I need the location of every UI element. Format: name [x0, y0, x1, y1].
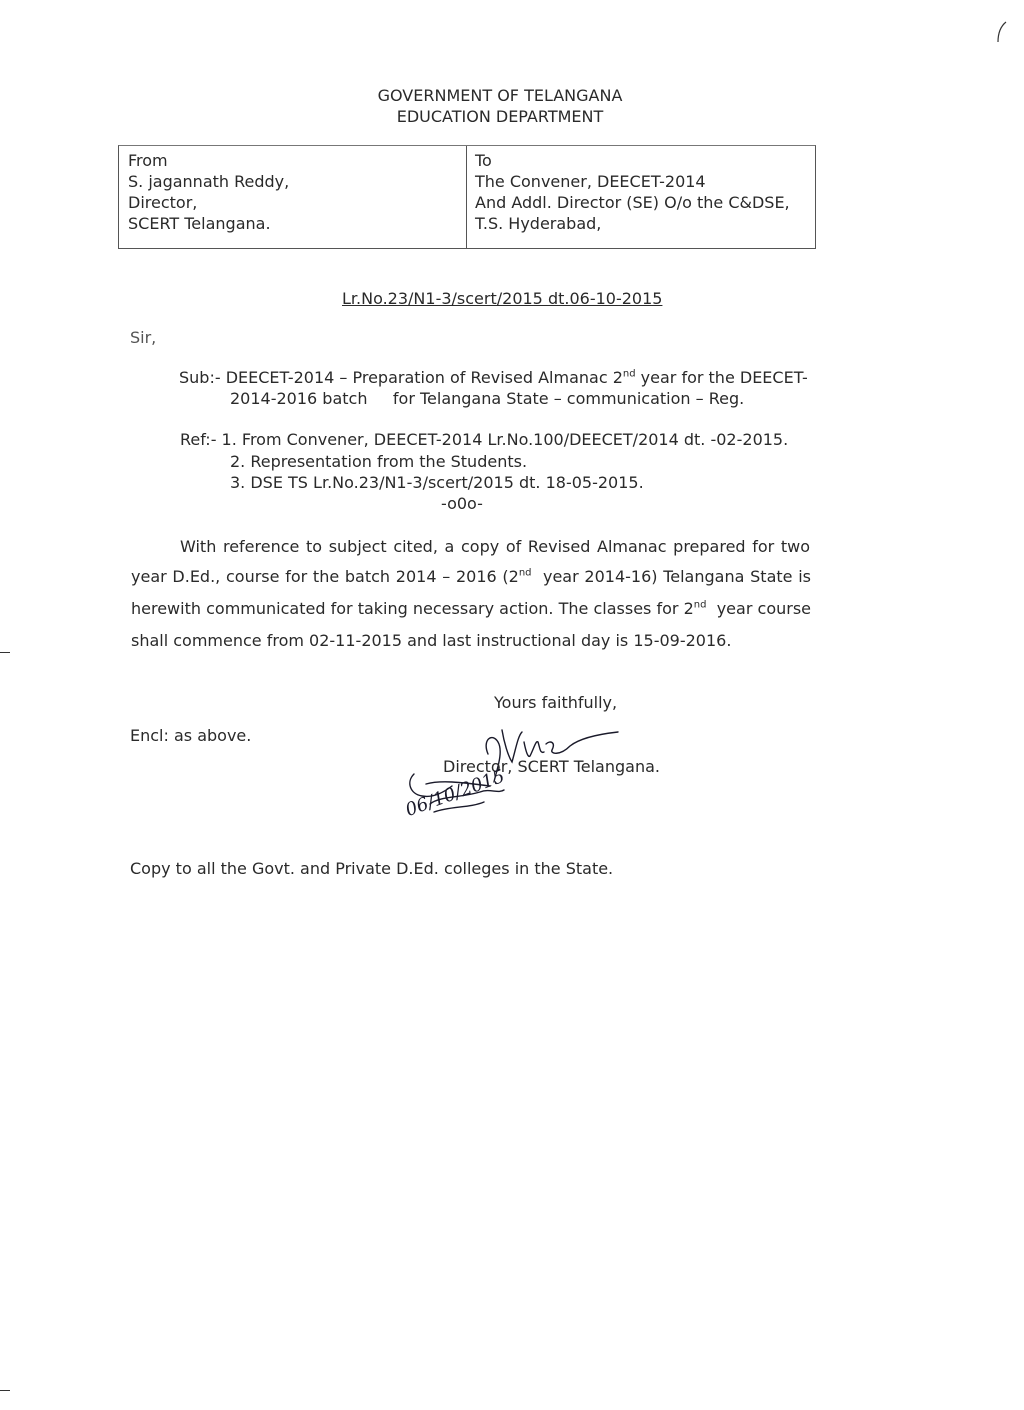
to-line2: And Addl. Director (SE) O/o the C&DSE, — [475, 193, 790, 212]
body-line2-sup: nd — [518, 567, 532, 579]
edge-mark-mid — [0, 652, 10, 653]
enclosure: Encl: as above. — [130, 726, 252, 745]
body-line3-sup: nd — [693, 599, 707, 611]
body-line3 — [131, 599, 811, 618]
copy-to: Copy to all the Govt. and Private D.Ed. colleges in the State. — [130, 859, 614, 878]
body-line3-b: year course — [706, 599, 812, 618]
closing: Yours faithfully, — [494, 693, 618, 712]
body-line1: With reference to subject cited, a copy of Revised Almanac prepared for two — [180, 537, 810, 556]
address-divider — [466, 146, 467, 249]
scan-mark-icon — [994, 18, 1008, 44]
signatory: Director, SCERT Telangana. — [443, 757, 660, 776]
to-line3: T.S. Hyderabad, — [475, 214, 602, 233]
body-line4: shall commence from 02-11-2015 and last instructional day is 15-09-2016. — [131, 631, 732, 650]
subject-line2: 2014-2016 batch for Telangana State – communication – Reg. — [230, 389, 745, 408]
signature-icon — [400, 712, 630, 852]
body-line2-b: year 2014-16) Telangana State is — [531, 567, 811, 586]
from-name: S. jagannath Reddy, — [128, 172, 290, 191]
to-label: To — [475, 151, 492, 170]
header-department: EDUCATION DEPARTMENT — [396, 107, 604, 126]
reference-separator: -o0o- — [441, 494, 483, 513]
subject-prefix: Sub:- DEECET-2014 – Preparation of Revised Almanac 2 — [179, 368, 623, 387]
to-line1: The Convener, DEECET-2014 — [475, 172, 706, 191]
letter-reference: Lr.No.23/N1-3/scert/2015 dt.06-10-2015 — [342, 289, 663, 308]
subject-sup: nd — [622, 368, 636, 380]
header-government: GOVERNMENT OF TELANGANA — [377, 86, 623, 105]
body-line3-a: herewith communicated for taking necessary action. The classes for 2 — [131, 599, 694, 618]
body-line2 — [131, 567, 811, 586]
address-box — [118, 145, 816, 249]
from-designation: Director, — [128, 193, 198, 212]
handwritten-date: 06/10/2015 — [402, 765, 508, 821]
body-line2-a: year D.Ed., course for the batch 2014 – 2016 (2 — [131, 567, 519, 586]
subject-suffix: year for the DEECET- — [635, 368, 808, 387]
from-label: From — [128, 151, 168, 170]
from-office: SCERT Telangana. — [128, 214, 271, 233]
salutation: Sir, — [130, 328, 157, 347]
subject-line1 — [179, 368, 808, 387]
reference-2: 2. Representation from the Students. — [230, 452, 528, 471]
reference-3: 3. DSE TS Lr.No.23/N1-3/scert/2015 dt. 18-05-2015. — [230, 473, 644, 492]
edge-mark-bottom — [0, 1390, 10, 1391]
reference-1: Ref:- 1. From Convener, DEECET-2014 Lr.No.100/DEECET/2014 dt. -02-2015. — [180, 430, 789, 449]
